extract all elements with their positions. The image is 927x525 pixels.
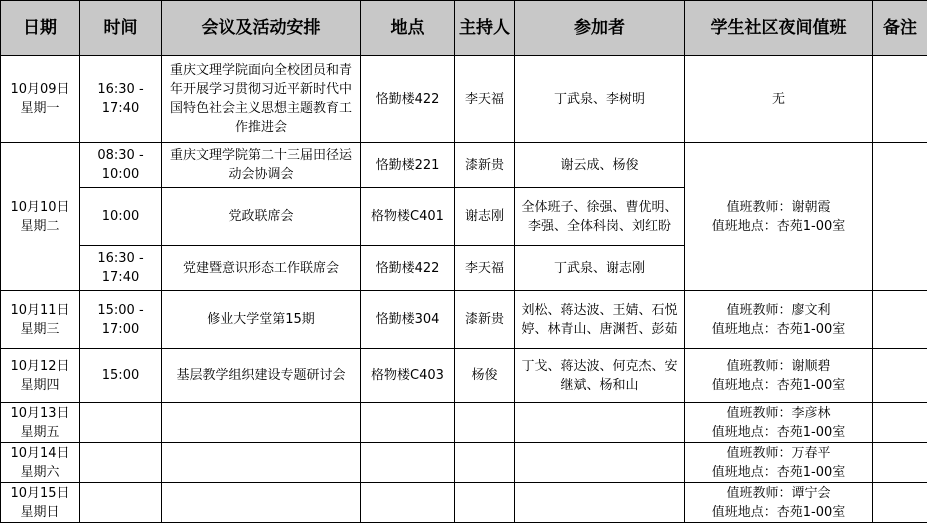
location-cell: 恪勤楼422 <box>361 246 455 291</box>
remark-cell <box>873 143 927 291</box>
date-text: 10月15日 <box>10 485 70 501</box>
event-cell <box>162 483 361 523</box>
time-cell <box>80 403 162 443</box>
header-event: 会议及活动安排 <box>162 1 361 56</box>
duty-cell <box>685 291 873 349</box>
event-cell: 重庆文理学院第二十三届田径运动会协调会 <box>162 143 361 188</box>
date-text: 10月10日 <box>10 199 70 215</box>
weekday-text: 星期五 <box>20 424 60 440</box>
participants-cell <box>515 403 685 443</box>
location-cell: 恪勤楼304 <box>361 291 455 349</box>
time-end: 17:40 <box>101 101 140 116</box>
time-cell <box>80 56 162 143</box>
host-cell: 李天福 <box>455 56 515 143</box>
duty-teacher: 值班教师：万春平 <box>726 445 831 461</box>
remark-cell <box>873 291 927 349</box>
time-cell <box>80 188 162 246</box>
weekday-text: 星期日 <box>20 504 60 520</box>
date-cell <box>1 291 80 349</box>
weekday-text: 星期一 <box>20 101 60 116</box>
duty-teacher: 值班教师：谢顺碧 <box>726 358 831 374</box>
header-time: 时间 <box>80 1 162 56</box>
host-cell <box>455 403 515 443</box>
time-cell <box>80 291 162 349</box>
weekday-text: 星期六 <box>20 464 60 480</box>
time-start: 15:00 - <box>97 302 144 318</box>
location-cell <box>361 403 455 443</box>
host-cell: 漆新贵 <box>455 143 515 188</box>
event-cell: 基层教学组织建设专题研讨会 <box>162 349 361 403</box>
duty-cell <box>685 443 873 483</box>
remark-cell <box>873 443 927 483</box>
event-cell <box>162 443 361 483</box>
participants-cell: 丁武泉、李树明 <box>515 56 685 143</box>
time-start: 15:00 <box>101 368 140 383</box>
duty-cell <box>685 56 873 143</box>
event-cell: 党建暨意识形态工作联席会 <box>162 246 361 291</box>
table-row <box>1 56 927 143</box>
duty-cell <box>685 403 873 443</box>
duty-cell <box>685 483 873 523</box>
time-end: 17:00 <box>101 321 140 337</box>
weekday-text: 星期二 <box>20 218 60 234</box>
location-cell: 恪勤楼422 <box>361 56 455 143</box>
host-cell: 杨俊 <box>455 349 515 403</box>
duty-teacher: 值班教师：李彦林 <box>726 405 831 421</box>
time-end: 10:00 <box>101 167 140 182</box>
event-cell <box>162 403 361 443</box>
remark-cell <box>873 349 927 403</box>
event-cell: 党政联席会 <box>162 188 361 246</box>
duty-teacher: 值班教师：谭宁会 <box>726 485 831 501</box>
participants-cell: 全体班子、徐强、曹优明、李强、全体科岗、刘红盼 <box>515 188 685 246</box>
time-cell <box>80 349 162 403</box>
duty-place: 值班地点：杏苑1-00室 <box>711 424 846 440</box>
table-row <box>1 349 927 403</box>
table-row <box>1 443 927 483</box>
time-start: 10:00 <box>101 209 140 224</box>
duty-place: 值班地点：杏苑1-00室 <box>711 321 846 337</box>
time-start: 08:30 - <box>97 148 144 163</box>
time-start: 16:30 - <box>97 82 144 97</box>
host-cell: 谢志刚 <box>455 188 515 246</box>
table-row <box>1 291 927 349</box>
remark-cell <box>873 483 927 523</box>
date-cell <box>1 443 80 483</box>
location-cell: 格物楼C401 <box>361 188 455 246</box>
duty-cell <box>685 349 873 403</box>
date-cell <box>1 349 80 403</box>
date-text: 10月14日 <box>10 445 70 461</box>
host-cell <box>455 443 515 483</box>
date-text: 10月13日 <box>10 405 70 421</box>
duty-place: 值班地点：杏苑1-00室 <box>711 377 846 393</box>
time-cell <box>80 246 162 291</box>
header-location: 地点 <box>361 1 455 56</box>
remark-cell <box>873 56 927 143</box>
participants-cell: 谢云成、杨俊 <box>515 143 685 188</box>
location-cell: 格物楼C403 <box>361 349 455 403</box>
header-duty: 学生社区夜间值班 <box>685 1 873 56</box>
time-cell <box>80 143 162 188</box>
date-text: 10月09日 <box>10 82 70 97</box>
date-text: 10月11日 <box>10 302 70 318</box>
duty-teacher: 值班教师：廖文利 <box>726 302 831 318</box>
header-participants: 参加者 <box>515 1 685 56</box>
host-cell: 李天福 <box>455 246 515 291</box>
time-cell <box>80 483 162 523</box>
event-cell: 重庆文理学院面向全校团员和青年开展学习贯彻习近平新时代中国特色社会主义思想主题教育工作推进会 <box>162 56 361 143</box>
location-cell <box>361 443 455 483</box>
header-date: 日期 <box>1 1 80 56</box>
date-text: 10月12日 <box>10 358 70 374</box>
duty-place: 值班地点：杏苑1-00室 <box>711 464 846 480</box>
duty-teacher: 值班教师：谢朝霞 <box>726 199 831 215</box>
participants-cell <box>515 483 685 523</box>
participants-cell: 丁戈、蒋达波、何克杰、安继斌、杨和山 <box>515 349 685 403</box>
duty-place: 值班地点：杏苑1-00室 <box>711 218 846 234</box>
time-end: 17:40 <box>101 270 140 285</box>
remark-cell <box>873 403 927 443</box>
duty-place: 值班地点：杏苑1-00室 <box>711 504 846 520</box>
duty-teacher: 无 <box>771 91 785 107</box>
date-cell <box>1 143 80 291</box>
participants-cell: 刘松、蒋达波、王婧、石悦婷、林青山、唐渊哲、彭茹 <box>515 291 685 349</box>
host-cell: 漆新贵 <box>455 291 515 349</box>
table-row <box>1 143 927 188</box>
date-cell <box>1 483 80 523</box>
event-cell: 修业大学堂第15期 <box>162 291 361 349</box>
table-row <box>1 483 927 523</box>
weekday-text: 星期三 <box>20 321 60 337</box>
table-row <box>1 403 927 443</box>
participants-cell <box>515 443 685 483</box>
weekday-text: 星期四 <box>20 377 60 393</box>
location-cell <box>361 483 455 523</box>
time-start: 16:30 - <box>97 251 144 266</box>
duty-cell <box>685 143 873 291</box>
date-cell <box>1 56 80 143</box>
date-cell <box>1 403 80 443</box>
host-cell <box>455 483 515 523</box>
header-row <box>1 1 927 56</box>
participants-cell: 丁武泉、谢志刚 <box>515 246 685 291</box>
header-remark: 备注 <box>873 1 927 56</box>
header-host: 主持人 <box>455 1 515 56</box>
time-cell <box>80 443 162 483</box>
location-cell: 恪勤楼221 <box>361 143 455 188</box>
